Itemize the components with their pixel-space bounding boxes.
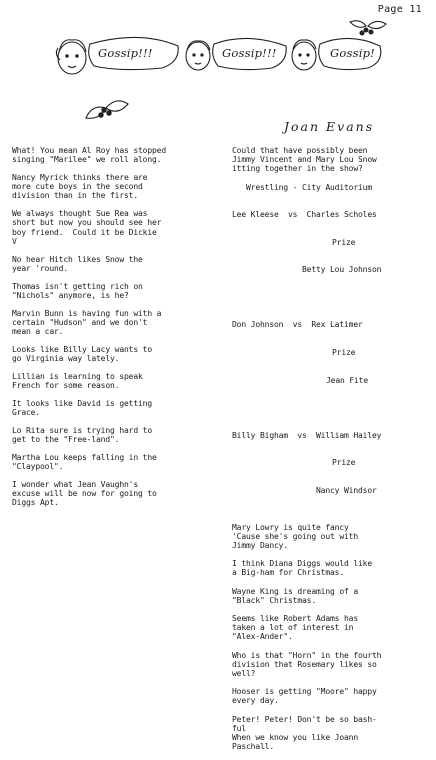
gossip-item: Marvin Bunn is having fun with a certain "Hudson" and we don't mean a car.: [12, 308, 162, 337]
match-prize-label: Prize: [332, 348, 356, 358]
holly-drawing-top-right: [350, 21, 386, 35]
right-column: [232, 146, 432, 760]
wrestling-match: [232, 302, 432, 403]
gossip-item: Lo Rita sure is trying hard to get to the "Free-land".: [12, 425, 152, 445]
wrestling-match: [232, 192, 432, 293]
gossip-item: Lillian is learning to speak French for some reason.: [12, 371, 143, 391]
gossip-item: I think Diana Diggs would like a Big-ham for Christmas.: [232, 559, 372, 578]
wrestling-section: [232, 183, 432, 514]
gossip-item: Peter! Peter! Don't be so bash- ful When we know you like Joann Paschall.: [232, 714, 377, 752]
gossip-item: Who is that "Horn" in the fourth division that Rosemary likes so well?: [232, 650, 382, 678]
gossip-banner: [50, 16, 396, 82]
gossip-item: Hooser is getting "Moore" happy every day.: [232, 687, 377, 706]
match-prize: Nancy Windsor: [316, 485, 377, 495]
gossip-item: Seems like Robert Adams has taken a lot of interest in "Alex-Ander".: [232, 613, 358, 642]
banner-word-3: Gossip!: [330, 46, 375, 60]
gossip-item: It looks like David is getting Grace.: [12, 398, 152, 418]
gossip-item: What! You mean Al Roy has stopped singing "Marilee" we roll along.: [12, 146, 166, 165]
gossip-item: I wonder what Jean Vaughn's excuse will be now for going to Diggs Apt.: [12, 479, 157, 508]
wrestling-heading: Wrestling - City Auditorium: [246, 182, 372, 192]
match-prize-label: Prize: [332, 237, 356, 247]
gossip-item: We always thought Sue Rea was short but now you should see her boy friend. Could it be Dickie V: [12, 209, 162, 246]
face-drawing-left: [56, 40, 86, 74]
match-prize: Jean Fite: [326, 375, 368, 385]
holly-drawing-left: [82, 94, 132, 128]
match-pairing: Don Johnson vs Rex Latimer: [232, 320, 363, 330]
face-drawing-right: [292, 40, 316, 70]
match-pairing: Billy Bigham vs William Hailey: [232, 430, 382, 440]
match-prize-label: Prize: [332, 458, 356, 468]
banner-word-2: Gossip!!!: [222, 46, 277, 60]
gossip-item: Thomas isn't getting rich on "Nichols" anymore, is he?: [12, 281, 143, 300]
gossip-item: No hear Hitch likes Snow the year 'round.: [12, 254, 143, 273]
byline: Joan Evans: [284, 119, 375, 134]
match-prize: Betty Lou Johnson: [302, 265, 382, 275]
face-drawing-middle: [186, 41, 210, 70]
gossip-item: Nancy Myrick thinks there are more cute boys in the second division than in the first.: [12, 173, 148, 201]
gossip-item: Martha Lou keeps falling in the "Claypool".: [12, 452, 157, 472]
gossip-item: Wayne King is dreaming of a "Black" Christmas.: [232, 586, 358, 605]
banner-word-1: Gossip!!!: [98, 46, 153, 60]
page-number: Page 11: [377, 4, 422, 15]
gossip-item: Looks like Billy Lacy wants to go Virginia way lately.: [12, 344, 152, 364]
gossip-item: Could that have possibly been Jimmy Vincent and Mary Lou Snow itting together in the show?: [232, 146, 377, 174]
gossip-item: Mary Lowry is quite fancy 'Cause she's going out with Jimmy Dancy.: [232, 522, 358, 550]
match-pairing: Lee Kleese vs Charles Scholes: [232, 210, 377, 220]
wrestling-match: [232, 412, 432, 513]
left-column: [12, 146, 226, 516]
